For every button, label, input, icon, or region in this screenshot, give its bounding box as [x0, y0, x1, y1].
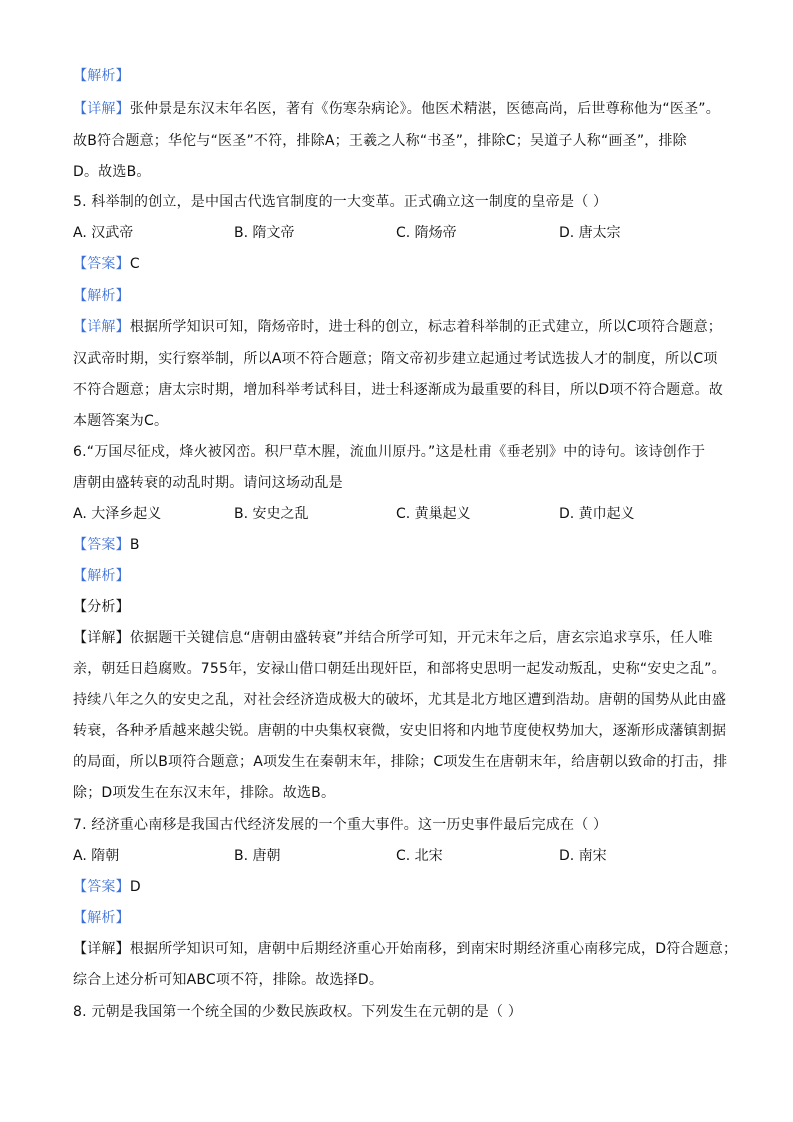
option-c: C. 北宋	[396, 848, 443, 864]
analysis-sub-label: 【分析】	[73, 599, 130, 615]
explanation-line: 亲，朝廷日趋腐败。755年，安禄山借口朝廷出现奸臣，和部将史思明一起发动叛乱，史称“安史之乱”。	[73, 661, 726, 677]
explanation-line: 除；D项发生在东汉末年，排除。故选B。	[73, 785, 336, 801]
option-b: B. 安史之乱	[234, 506, 309, 522]
question-5-options	[73, 223, 723, 243]
explanation-line: 【详解】根据所学知识可知，唐朝中后期经济重心开始南移，到南宋时期经济重心南移完成，D符合题意；	[73, 941, 738, 957]
analysis-label: 【解析】	[73, 68, 130, 84]
answer-line: 【答案】D	[73, 879, 141, 895]
option-a: A. 大泽乡起义	[73, 506, 162, 522]
explanation-line: D。故选B。	[73, 164, 151, 180]
answer-line: 【答案】B	[73, 537, 140, 553]
option-b: B. 唐朝	[234, 848, 281, 864]
explanation-line: 的局面，所以B项符合题意；A项发生在秦朝末年，排除；C项发生在唐朝末年，给唐朝以致命的打击，排	[73, 754, 728, 770]
explanation-line: 转衰，各种矛盾越来越尖锐。唐朝的中央集权衰微，安史旧将和内地节度使权势加大，逐渐形成藩镇割据	[73, 723, 727, 739]
analysis-label: 【解析】	[73, 910, 130, 926]
analysis-label: 【解析】	[73, 288, 130, 304]
option-d: D. 黄巾起义	[559, 506, 635, 522]
analysis-label: 【解析】	[73, 568, 130, 584]
question-6-options	[73, 504, 723, 524]
option-d: D. 唐太宗	[559, 225, 621, 241]
option-c: C. 隋炀帝	[396, 225, 457, 241]
explanation-line: 综合上述分析可知ABC项不符，排除。故选择D。	[73, 972, 384, 988]
explanation-line: 【详解】张仲景是东汉末年名医，著有《伤寒杂病论》。他医术精湛，医德高尚，后世尊称他为“医圣”。	[73, 101, 720, 117]
explanation-line: 故B符合题意；华佗与“医圣”不符，排除A；王羲之人称“书圣”，排除C；吴道子人称“画圣”，排除	[73, 133, 687, 149]
option-d: D. 南宋	[559, 848, 607, 864]
option-b: B. 隋文帝	[234, 225, 295, 241]
question-6: 6.“万国尽征戍，烽火被冈峦。积尸草木腥，流血川原丹。”这是杜甫《垂老别》中的诗句。该诗创作于	[73, 444, 706, 460]
answer-line: 【答案】C	[73, 256, 140, 272]
question-5: 5. 科举制的创立，是中国古代选官制度的一大变革。正式确立这一制度的皇帝是（ ）	[73, 194, 608, 210]
explanation-line: 【详解】根据所学知识可知，隋炀帝时，进士科的创立，标志着科举制的正式建立，所以C项符合题意；	[73, 319, 722, 335]
option-a: A. 隋朝	[73, 848, 120, 864]
explanation-line: 汉武帝时期，实行察举制，所以A项不符合题意；隋文帝初步建立起通过考试选拔人才的制度，所以C项	[73, 351, 718, 367]
question-7-options	[73, 846, 723, 866]
question-6: 唐朝由盛转衰的动乱时期。请问这场动乱是	[73, 475, 343, 491]
explanation-line: 【详解】依据题干关键信息“唐朝由盛转衰”并结合所学可知，开元末年之后，唐玄宗追求享乐，任人唯	[73, 630, 713, 646]
explanation-line: 不符合题意；唐太宗时期，增加科举考试科目，进士科逐渐成为最重要的科目，所以D项不符合题意。故	[73, 382, 723, 398]
option-c: C. 黄巢起义	[396, 506, 471, 522]
question-8: 8. 元朝是我国第一个统全国的少数民族政权。下列发生在元朝的是（ ）	[73, 1004, 523, 1020]
explanation-line: 持续八年之久的安史之乱，对社会经济造成极大的破坏，尤其是北方地区遭到浩劫。唐朝的国势从此由盛	[73, 692, 727, 708]
question-7: 7. 经济重心南移是我国古代经济发展的一个重大事件。这一历史事件最后完成在（ ）	[73, 817, 608, 833]
explanation-line: 本题答案为C。	[73, 413, 169, 429]
option-a: A. 汉武帝	[73, 225, 134, 241]
